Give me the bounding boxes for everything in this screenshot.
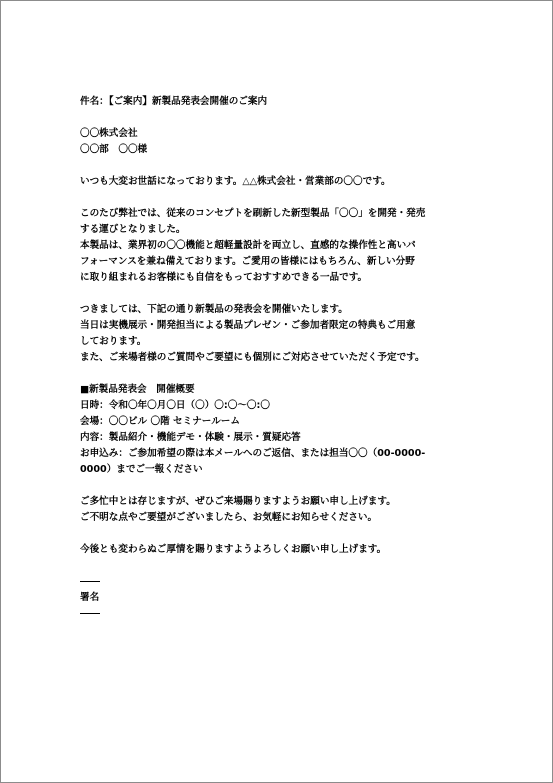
signature-bottom-rule: [80, 613, 100, 614]
spacer: [80, 190, 478, 206]
spacer: [80, 526, 478, 542]
subject-line: 件名：【ご案内】新製品発表会開催のご案内: [80, 96, 268, 107]
signature-top-rule: [80, 581, 100, 582]
overview-contents: 内容：製品紹介・機能デモ・体験・展示・質疑応答: [80, 432, 301, 443]
intro-line: する運びとなりました。: [80, 224, 186, 235]
farewell-line: 今後とも変わらぬご厚情を賜りますようよろしくお願い申し上げます。: [80, 544, 387, 555]
intro-line: フォーマンスを兼ね備えております。ご愛用の皆様にはもちろん、新しい分野: [80, 256, 415, 267]
spacer: [80, 478, 478, 494]
spacer: [80, 110, 478, 126]
recipient-person: 〇〇部 〇〇様: [80, 144, 148, 155]
closing-line: ご不明な点やご要望がございましたら、お気軽にお知らせください。: [80, 512, 378, 523]
overview-application: お申込み：ご参加希望の際は本メールへのご返信、または担当〇〇（00-0000-: [80, 448, 426, 459]
event-intro-line: しております。: [80, 336, 147, 347]
closing-line: ご多忙中とは存じますが、ぜひご来場賜りますようお願い申し上げます。: [80, 496, 396, 507]
overview-venue: 会場：〇〇ビル 〇階 セミナールーム: [80, 416, 240, 427]
spacer: [80, 158, 478, 174]
event-intro-line: 当日は実機展示・開発担当による製品プレゼン・ご参加者限定の特典もご用意: [80, 320, 416, 331]
overview-datetime: 日時：令和〇年〇月〇日（〇）〇:〇〜〇:〇: [80, 400, 270, 411]
signature: 署名: [80, 592, 100, 603]
event-intro-line: また、ご来場者様のご質問やご要望にも個別にご対応させていただく予定です。: [80, 352, 425, 363]
spacer: [80, 558, 478, 574]
greeting-line: いつも大変お世話になっております。△△株式会社・営業部の〇〇です。: [80, 176, 391, 187]
recipient-company: 〇〇株式会社: [80, 128, 138, 139]
spacer: [80, 366, 478, 382]
intro-line: このたび弊社では、従来のコンセプトを刷新した新型製品「〇〇」を開発・発売: [80, 208, 426, 219]
event-intro-line: つきましては、下記の通り新製品の発表会を開催いたします。: [80, 304, 348, 315]
intro-line: 本製品は、業界初の〇〇機能と超軽量設計を両立し、直感的な操作性と高いパ: [80, 240, 416, 251]
spacer: [80, 286, 478, 302]
email-body: [80, 94, 478, 622]
overview-application: 0000）までご一報ください: [80, 464, 203, 475]
overview-heading: ■新製品発表会 開催概要: [80, 384, 195, 395]
intro-line: に取り組まれるお客様にも自信をもっておすすめできる一品です。: [80, 272, 368, 283]
